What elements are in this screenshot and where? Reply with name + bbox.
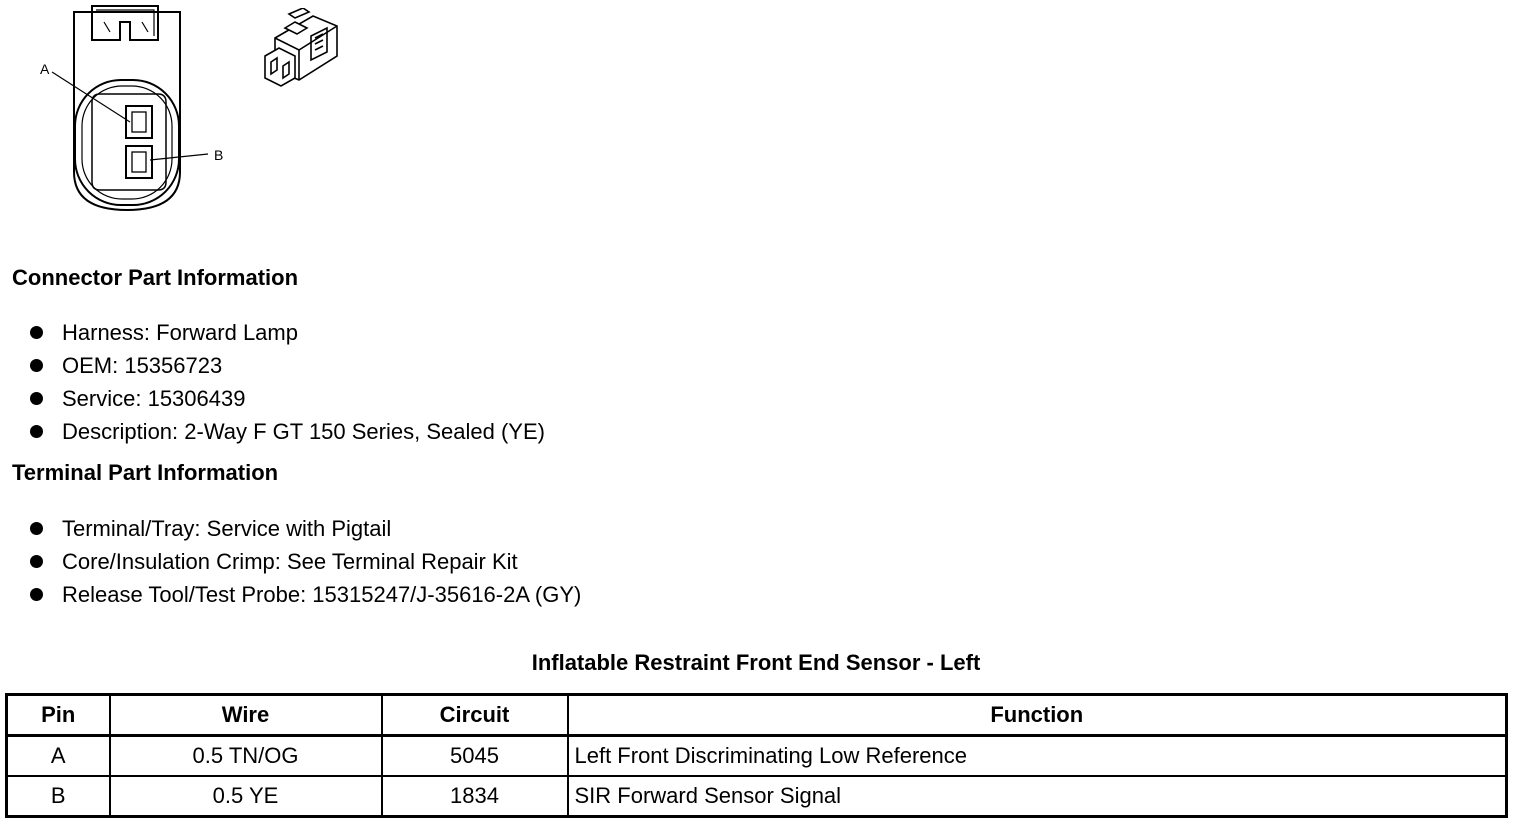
table-row — [7, 736, 1507, 777]
cell-pin: A — [7, 736, 110, 777]
cell-circuit: 5045 — [382, 736, 568, 777]
terminal-info-list — [30, 512, 581, 611]
cell-wire: 0.5 YE — [110, 776, 382, 817]
pin-a-label: A — [40, 61, 50, 77]
cell-function: Left Front Discriminating Low Reference — [568, 736, 1507, 777]
connector-face-diagram — [30, 2, 250, 217]
connector-isometric-image — [255, 8, 345, 88]
list-item: Terminal/Tray: Service with Pigtail — [30, 512, 581, 545]
header-pin: Pin — [7, 695, 110, 736]
cell-pin: B — [7, 776, 110, 817]
list-item: OEM: 15356723 — [30, 349, 545, 382]
connector-info-heading: Connector Part Information — [12, 265, 299, 290]
pinout-table — [5, 693, 1508, 818]
cell-wire: 0.5 TN/OG — [110, 736, 382, 777]
terminal-info-heading: Terminal Part Information — [12, 460, 279, 485]
table-header-row — [7, 695, 1507, 736]
list-item: Core/Insulation Crimp: See Terminal Repair Kit — [30, 545, 581, 578]
connector-info-list — [30, 316, 545, 448]
pin-b-label: B — [214, 147, 224, 163]
list-item: Release Tool/Test Probe: 15315247/J-35616-2A (GY) — [30, 578, 581, 611]
table-title: Inflatable Restraint Front End Sensor - Left — [531, 650, 981, 675]
table-row — [7, 776, 1507, 817]
cell-circuit: 1834 — [382, 776, 568, 817]
header-wire: Wire — [110, 695, 382, 736]
header-circuit: Circuit — [382, 695, 568, 736]
list-item: Description: 2-Way F GT 150 Series, Sealed (YE) — [30, 415, 545, 448]
list-item: Harness: Forward Lamp — [30, 316, 545, 349]
list-item: Service: 15306439 — [30, 382, 545, 415]
header-function: Function — [568, 695, 1507, 736]
cell-function: SIR Forward Sensor Signal — [568, 776, 1507, 817]
